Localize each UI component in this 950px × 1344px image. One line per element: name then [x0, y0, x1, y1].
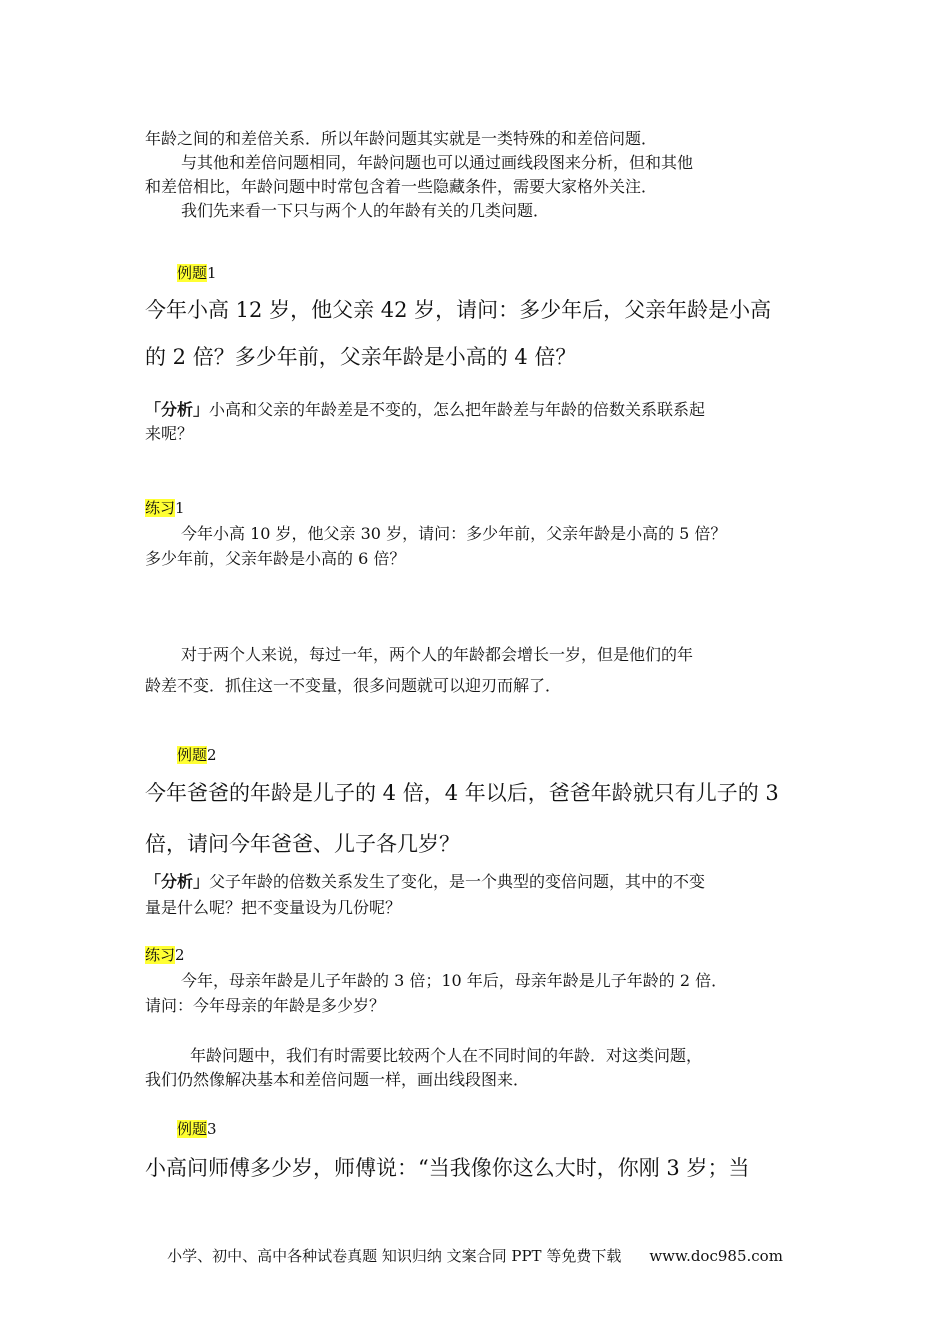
example2-question-line-1: 今年爸爸的年龄是儿子的 4 倍，4 年以后，爸爸年龄就只有儿子的 3 [145, 781, 779, 805]
practice2-tag-number: 2 [175, 946, 185, 964]
practice2-tag-label: 练习 [145, 946, 176, 964]
example3-tag-number: 3 [207, 1120, 217, 1138]
intro-para3: 我们先来看一下只与两个人的年龄有关的几类问题． [181, 201, 550, 220]
example1-analysis-label: 「分析」 [145, 400, 210, 419]
footer-text: 小学、初中、高中各种试卷真题 知识归纳 文案合同 PPT 等免费下载 [167, 1247, 622, 1265]
intro-para2-line-1: 与其他和差倍问题相同，年龄问题也可以通过画线段图来分析，但和其他 [181, 153, 694, 172]
example1-analysis-line-1 [145, 398, 810, 422]
practice2-line-1: 今年，母亲年龄是儿子年龄的 3 倍；10 年后，母亲年龄是儿子年龄的 2 倍． [181, 971, 728, 990]
example1-question-line-2: 的 2 倍？多少年前，父亲年龄是小高的 4 倍？ [145, 345, 577, 369]
example2-tag-number: 2 [207, 746, 217, 764]
practice1-line-2: 多少年前，父亲年龄是小高的 6 倍？ [145, 549, 406, 568]
example1-tag-label: 例题 [177, 264, 208, 282]
practice1-tag [145, 499, 185, 518]
example1-tag-number: 1 [207, 264, 217, 282]
example2-analysis-text: 父子年龄的倍数关系发生了变化，是一个典型的变倍问题，其中的不变 [209, 872, 706, 891]
example2-analysis-line-1 [145, 870, 810, 894]
example1-analysis-text: 小高和父亲的年龄差是不变的，怎么把年龄差与年龄的倍数关系联系起 [209, 400, 706, 419]
note1-line-1: 对于两个人来说，每过一年，两个人的年龄都会增长一岁，但是他们的年 [181, 645, 694, 664]
footer-site-link[interactable]: www.doc985.com [649, 1247, 783, 1265]
example3-tag-label: 例题 [177, 1120, 208, 1138]
example2-analysis-label: 「分析」 [145, 872, 210, 891]
practice1-tag-number: 1 [175, 499, 185, 517]
note2-line-1: 年龄问题中，我们有时需要比较两个人在不同时间的年龄．对这类问题， [190, 1046, 703, 1065]
practice1-tag-label: 练习 [145, 499, 176, 517]
practice2-line-2: 请问：今年母亲的年龄是多少岁？ [145, 996, 386, 1015]
example3-tag [177, 1120, 217, 1139]
note2-line-2: 我们仍然像解决基本和差倍问题一样，画出线段图来． [145, 1070, 530, 1089]
practice1-line-1: 今年小高 10 岁，他父亲 30 岁，请问：多少年前，父亲年龄是小高的 5 倍？ [181, 524, 727, 543]
page-footer [0, 1246, 950, 1266]
practice2-tag [145, 946, 185, 965]
example3-question-line-1: 小高问师傅多少岁，师傅说：“当我像你这么大时，你刚 3 岁；当 [145, 1156, 750, 1180]
example1-question-line-1: 今年小高 12 岁，他父亲 42 岁，请问：多少年后，父亲年龄是小高 [145, 298, 772, 322]
example1-tag [177, 264, 217, 283]
example2-tag [177, 746, 217, 765]
example1-analysis-line-2: 来呢？ [145, 424, 194, 443]
example2-tag-label: 例题 [177, 746, 208, 764]
note1-line-2: 龄差不变．抓住这一不变量，很多问题就可以迎刃而解了． [145, 676, 562, 695]
example2-analysis-line-2: 量是什么呢？把不变量设为几份呢？ [145, 898, 402, 917]
intro-para2-line-2: 和差倍相比，年龄问题中时常包含着一些隐藏条件，需要大家格外关注． [145, 177, 658, 196]
intro-line-1: 年龄之间的和差倍关系．所以年龄问题其实就是一类特殊的和差倍问题． [145, 129, 658, 148]
example2-question-line-2: 倍，请问今年爸爸、儿子各几岁？ [145, 832, 460, 856]
